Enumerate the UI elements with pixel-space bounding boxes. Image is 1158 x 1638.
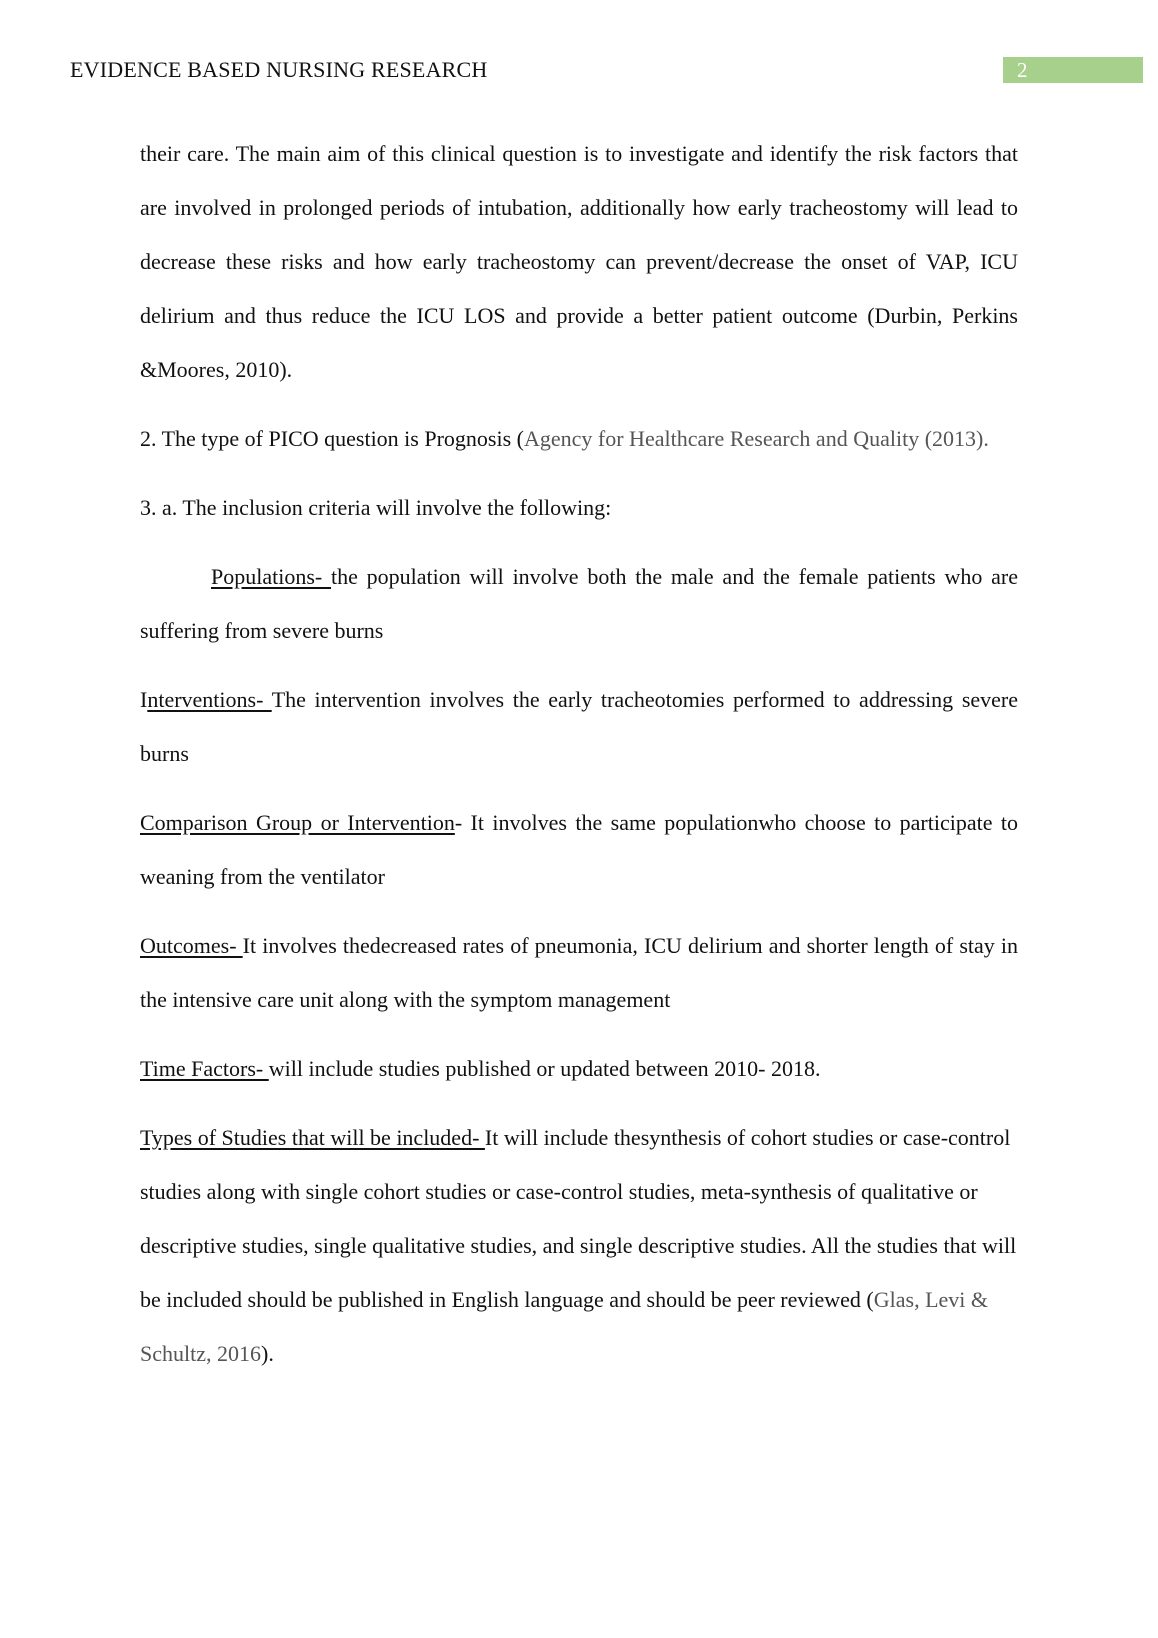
interventions-lead-letter: I — [140, 687, 148, 712]
populations-text: the population will involve both the male and the female patients who are suffering from severe burns — [140, 564, 1018, 643]
pico-type-citation: Agency for Healthcare Research and Quality (2013). — [523, 426, 989, 451]
comparison-label: Comparison Group or Intervention — [140, 810, 455, 835]
paragraph-pico-type — [140, 412, 1018, 466]
running-header-title: EVIDENCE BASED NURSING RESEARCH — [70, 57, 488, 82]
paragraph-comparison — [140, 796, 1018, 904]
outcomes-text: It involves thedecreased rates of pneumonia, ICU delirium and shorter length of stay in the intensive care unit along with the symptom management — [140, 933, 1019, 1012]
study-types-label: Types of Studies that will be included- — [140, 1125, 485, 1150]
paragraph-outcomes — [140, 919, 1018, 1027]
interventions-label: nterventions- — [147, 687, 272, 712]
pico-type-text: 2. The type of PICO question is Prognosis ( — [140, 426, 524, 451]
document-body — [140, 127, 1018, 1396]
comparison-text: - It involves the same populationwho choose to participate to weaning from the ventilator — [140, 810, 1018, 889]
time-factors-text: will include studies published or updated between 2010- 2018. — [268, 1056, 821, 1081]
paragraph-study-types — [140, 1111, 1018, 1381]
interventions-text: The intervention involves the early tracheotomies performed to addressing severe burns — [140, 687, 1018, 766]
paragraph-inclusion-criteria-intro: 3. a. The inclusion criteria will involve the following: — [140, 495, 612, 520]
paragraph-interventions — [140, 673, 1018, 781]
paragraph-populations — [140, 550, 1018, 658]
study-types-citation: Glas, Levi & Schultz, 2016 — [140, 1287, 989, 1366]
outcomes-label: Outcomes- — [140, 933, 243, 958]
paragraph-clinical-question-aim: their care. The main aim of this clinical question is to investigate and identify the risk factors that are involved in prolonged periods of intubation, additionally how early tracheostomy will lead to decrease these risks and how early tracheostomy can prevent/decrease the onset of VAP, ICU delirium and thus reduce the ICU LOS and provide a better patient outcome (Durbin, Perkins &Moores, 2010). — [140, 141, 1018, 382]
paragraph-time-factors — [140, 1042, 1018, 1096]
study-types-text: It will include thesynthesis of cohort studies or case-control studies along with single cohort studies or case-control studies, meta-synthesis of qualitative or descriptive studies, single qualitative studies, and single descriptive studies. All the studies that will be included should be published in English language and should be peer reviewed ( — [140, 1125, 1017, 1312]
study-types-citation-close: ). — [261, 1341, 274, 1366]
time-factors-label: Time Factors- — [140, 1056, 269, 1081]
populations-label: Populations- — [211, 564, 332, 589]
page-number: 2 — [1003, 57, 1143, 83]
